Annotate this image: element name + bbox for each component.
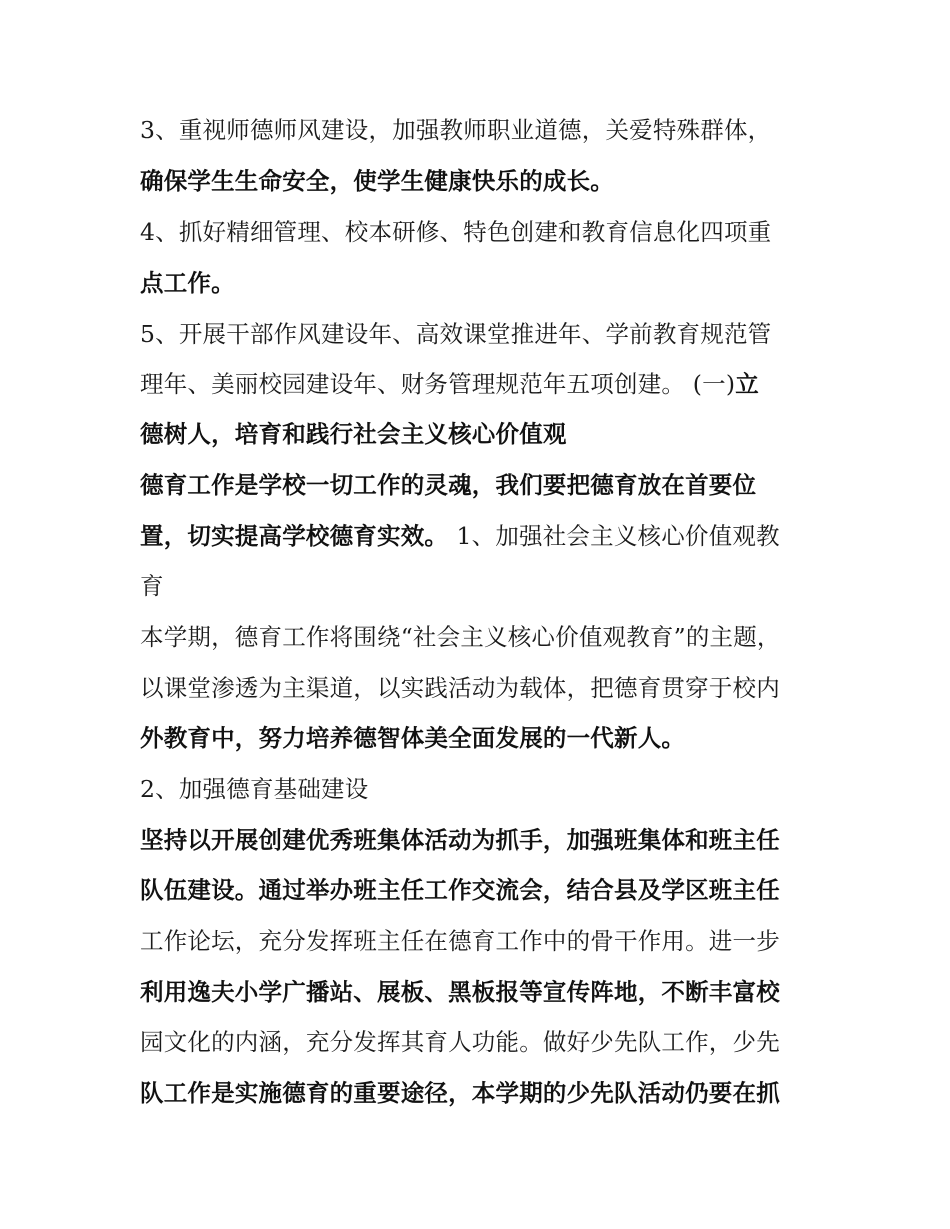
text-line	[140, 516, 820, 556]
text-segment: 3、重视师德师风建设，加强教师职业道德，关爱特殊群体，	[140, 116, 772, 144]
text-line	[140, 769, 820, 809]
text-segment: 队伍建设。通过举办班主任工作交流会，结合县及学区班主任	[140, 876, 780, 904]
text-segment: 2、加强德育基础建设	[140, 775, 369, 803]
text-segment: 工作论坛，充分发挥班主任在德育工作中的骨干作用。进一步	[140, 927, 780, 955]
text-segment: 立	[735, 370, 759, 398]
text-segment: 置，切实提高学校德育实效。	[140, 522, 457, 550]
text-segment: 本学期，德育工作将围绕“社会主义核心价值观教育”的主题，	[140, 623, 781, 651]
text-line	[140, 314, 820, 354]
text-segment: 4、抓好精细管理、校本研修、特色创建和教育信息化四项重	[140, 218, 772, 246]
text-segment: 德育工作是学校一切工作的灵魂，我们要把德育放在首要位	[140, 471, 757, 499]
text-segment: 确保学生生命安全，使学生健康快乐的成长。	[140, 167, 614, 195]
text-segment: 园文化的内涵，充分发挥其育人功能。做好少先队工作，少先	[140, 1028, 780, 1056]
text-line	[140, 263, 820, 303]
text-line	[140, 566, 820, 606]
text-line	[140, 718, 820, 758]
text-segment: 德树人，培育和践行社会主义核心价值观	[140, 420, 567, 448]
text-line	[140, 617, 820, 657]
text-segment: 1、加强社会主义核心价值观教	[456, 522, 780, 550]
text-segment: 队工作是实施德育的重要途径，本学期的少先队活动仍要在抓	[140, 1079, 780, 1107]
text-line	[140, 110, 820, 150]
text-line	[140, 212, 820, 252]
text-line	[140, 820, 820, 860]
text-line	[140, 972, 820, 1012]
text-line	[140, 921, 820, 961]
text-line	[140, 161, 820, 201]
text-segment: 理年、美丽校园建设年、财务管理规范年五项创建。 (一)	[140, 370, 736, 398]
text-line	[140, 870, 820, 910]
text-segment: 利用逸夫小学广播站、展板、黑板报等宣传阵地，不断丰富校	[140, 978, 780, 1006]
text-line	[140, 1022, 820, 1062]
text-segment: 坚持以开展创建优秀班集体活动为抓手，加强班集体和班主任	[140, 826, 780, 854]
text-segment: 点工作。	[140, 269, 235, 297]
text-line	[140, 414, 820, 454]
text-segment: 外教育中，努力培养德智体美全面发展的一代新人。	[140, 724, 686, 752]
text-line	[140, 668, 820, 708]
text-segment: 5、开展干部作风建设年、高效课堂推进年、学前教育规范管	[140, 320, 772, 348]
text-line	[140, 364, 820, 404]
text-segment: 育	[140, 572, 164, 600]
text-line	[140, 1073, 820, 1113]
text-segment: 以课堂渗透为主渠道，以实践活动为载体，把德育贯穿于校内	[140, 674, 780, 702]
text-line	[140, 465, 820, 505]
